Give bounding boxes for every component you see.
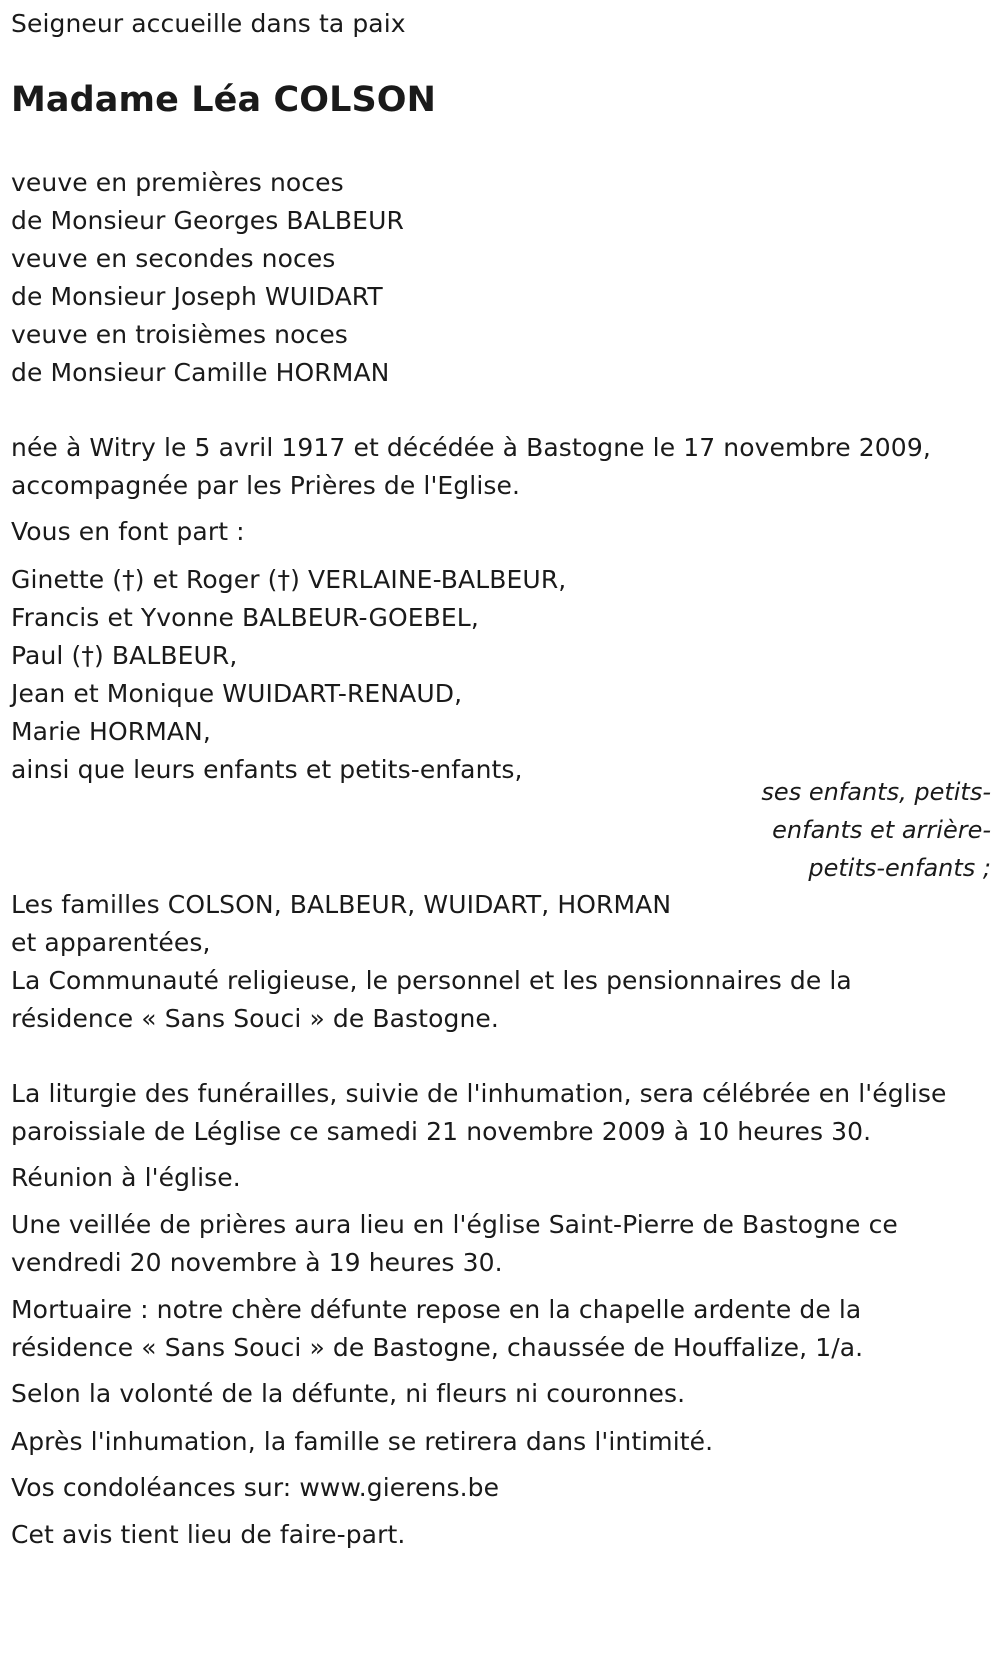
liturgy-line: La liturgie des funérailles, suivie de l'inhumation, sera célébrée en l'église bbox=[11, 1079, 947, 1108]
children-line: Ginette (†) et Roger (†) VERLAINE-BALBEUR, bbox=[11, 565, 567, 594]
liturgy-line: paroissiale de Léglise ce samedi 21 novembre 2009 à 10 heures 30. bbox=[11, 1117, 872, 1146]
side-note-line: petits-enfants ; bbox=[808, 854, 991, 882]
children-line: Jean et Monique WUIDART-RENAUD, bbox=[11, 679, 463, 708]
condolences-text: Vos condoléances sur: www.gierens.be bbox=[11, 1473, 500, 1502]
vigil-line: Une veillée de prières aura lieu en l'église Saint-Pierre de Bastogne ce bbox=[11, 1210, 898, 1239]
spouse-line: de Monsieur Camille HORMAN bbox=[11, 358, 390, 387]
mortuary-line: résidence « Sans Souci » de Bastogne, chaussée de Houffalize, 1/a. bbox=[11, 1333, 864, 1362]
children-line: Francis et Yvonne BALBEUR-GOEBEL, bbox=[11, 603, 479, 632]
birth-death-line: née à Witry le 5 avril 1917 et décédée à Bastogne le 17 novembre 2009, bbox=[11, 433, 931, 462]
notice-text: Cet avis tient lieu de faire-part. bbox=[11, 1520, 406, 1549]
spouse-line: veuve en premières noces bbox=[11, 168, 344, 197]
flowers-text: Selon la volonté de la défunte, ni fleurs ni couronnes. bbox=[11, 1379, 686, 1408]
spouse-line: de Monsieur Joseph WUIDART bbox=[11, 282, 383, 311]
spouse-line: de Monsieur Georges BALBEUR bbox=[11, 206, 404, 235]
announce-text: Vous en font part : bbox=[11, 517, 245, 546]
families-line: La Communauté religieuse, le personnel et les pensionnaires de la bbox=[11, 966, 852, 995]
reunion-text: Réunion à l'église. bbox=[11, 1163, 241, 1192]
header-text: Seigneur accueille dans ta paix bbox=[11, 9, 406, 38]
families-line: et apparentées, bbox=[11, 928, 211, 957]
deceased-name: Madame Léa COLSON bbox=[11, 80, 437, 120]
children-line: Paul (†) BALBEUR, bbox=[11, 641, 238, 670]
after-burial-text: Après l'inhumation, la famille se retirera dans l'intimité. bbox=[11, 1427, 714, 1456]
birth-death-line: accompagnée par les Prières de l'Eglise. bbox=[11, 471, 521, 500]
families-line: résidence « Sans Souci » de Bastogne. bbox=[11, 1004, 499, 1033]
families-line: Les familles COLSON, BALBEUR, WUIDART, HORMAN bbox=[11, 890, 672, 919]
children-line: Marie HORMAN, bbox=[11, 717, 211, 746]
side-note-line: ses enfants, petits- bbox=[761, 778, 991, 806]
mortuary-line: Mortuaire : notre chère défunte repose en la chapelle ardente de la bbox=[11, 1295, 862, 1324]
side-note-line: enfants et arrière- bbox=[772, 816, 991, 844]
spouse-line: veuve en secondes noces bbox=[11, 244, 336, 273]
vigil-line: vendredi 20 novembre à 19 heures 30. bbox=[11, 1248, 503, 1277]
spouse-line: veuve en troisièmes noces bbox=[11, 320, 348, 349]
children-line: ainsi que leurs enfants et petits-enfants, bbox=[11, 755, 523, 784]
